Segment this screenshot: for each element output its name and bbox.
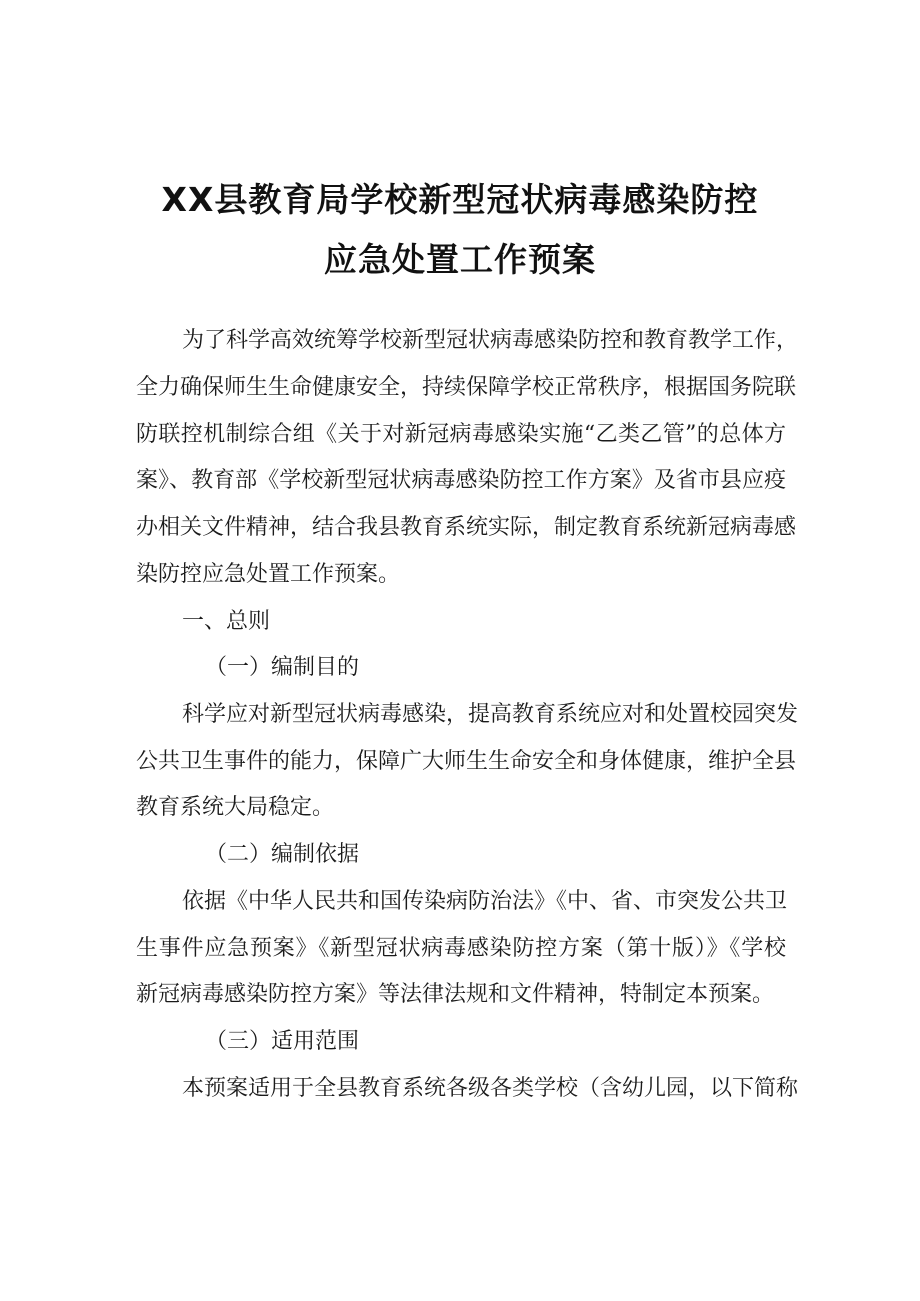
subsection-heading: （一）编制目的 — [205, 655, 360, 680]
intro-line: 防联控机制综合组《关于对新冠病毒感染实施“乙类乙管”的总体方 — [136, 422, 786, 447]
paragraph-line: 科学应对新型冠状病毒感染，提高教育系统应对和处置校园突发 — [182, 702, 799, 727]
document-title-line-1: XX县教育局学校新型冠状病毒感染防控 — [161, 180, 759, 219]
intro-line: 全力确保师生生命健康安全，持续保障学校正常秩序，根据国务院联 — [136, 375, 797, 400]
paragraph-line: 依据《中华人民共和国传染病防治法》《中、省、市突发公共卫 — [182, 889, 788, 914]
paragraph-line: 生事件应急预案》《新型冠状病毒感染防控方案（第十版）》《学校 — [136, 936, 786, 961]
paragraph-line: 本预案适用于全县教育系统各级各类学校（含幼儿园，以下简称 — [182, 1076, 799, 1101]
intro-line: 染防控应急处置工作预案。 — [136, 562, 401, 587]
intro-line: 为了科学高效统筹学校新型冠状病毒感染防控和教育教学工作， — [182, 328, 799, 353]
document-title-line-2: 应急处置工作预案 — [324, 240, 596, 279]
subsection-heading: （三）适用范围 — [205, 1029, 360, 1054]
intro-line: 案》、教育部《学校新型冠状病毒感染防控工作方案》及省市县应疫 — [136, 468, 786, 493]
section-heading: 一、总则 — [182, 609, 271, 634]
subsection-heading: （二）编制依据 — [205, 842, 360, 867]
paragraph-line: 新冠病毒感染防控方案》等法律法规和文件精神，特制定本预案。 — [136, 982, 775, 1007]
paragraph-line: 公共卫生事件的能力，保障广大师生生命安全和身体健康，维护全县 — [136, 749, 797, 774]
paragraph-line: 教育系统大局稳定。 — [136, 795, 335, 820]
intro-line: 办相关文件精神，结合我县教育系统实际，制定教育系统新冠病毒感 — [136, 515, 797, 540]
